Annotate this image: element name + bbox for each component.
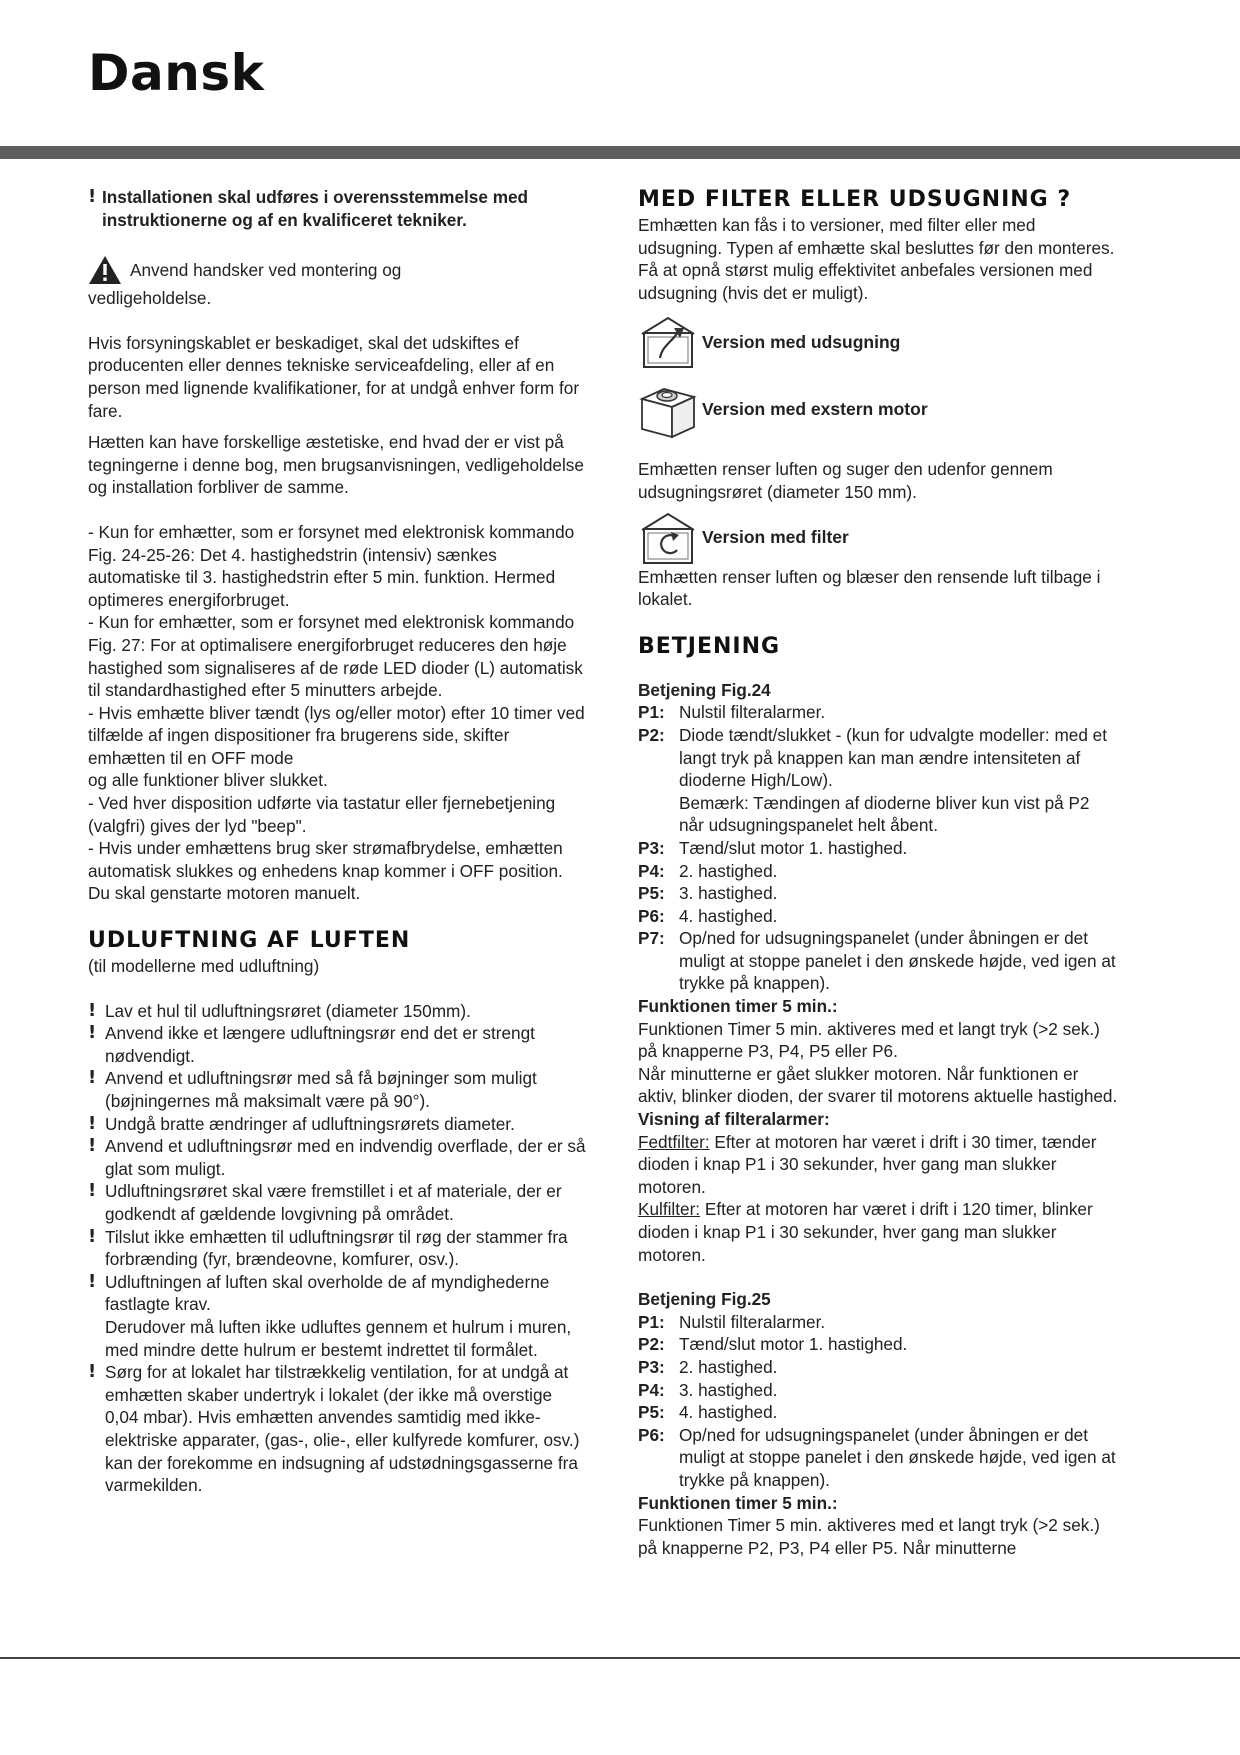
filter-heading: MED FILTER ELLER UDSUGNING ?	[638, 187, 1072, 212]
key-row: P1: Nulstil filteralarmer.	[638, 702, 826, 723]
list-item: ! Undgå bratte ændringer af udluftningsrørets diameter.	[88, 1112, 515, 1134]
list-item: ! Sørg for at lokalet har tilstrækkelig ventilation, for at undgå at emhætten skaber undertryk i lokalet (der ikke må overstige 0,04 mbar). Hvis emhætten anvendes samtidig med ikke-elektriske apparater, (gas-, olie-, eller kulfyrede komfurer, osv.) kan der forekomme en indsugning af udstødningsgasserne fra varmekilden.	[88, 1361, 580, 1496]
key-row: P5: 4. hastighed.	[638, 1402, 778, 1423]
mode-filter-label: Version med filter	[702, 527, 849, 548]
installation-warning-text: Installationen skal udføres i overensstemmelse med instruktionerne og af en kvalificeret tekniker.	[102, 187, 529, 230]
key-row: P2: Tænd/slut motor 1. hastighed.	[638, 1334, 908, 1355]
exhaust-house-icon	[638, 314, 698, 370]
venting-extra: Derudover må luften ikke udluftes gennem et hulrum i muren, med mindre dette hulrum er bestemt indrettet til formålet.	[105, 1316, 572, 1360]
mode-filter	[638, 510, 1118, 566]
mode-exhaust	[638, 314, 1118, 370]
key-row: P3: Tænd/slut motor 1. hastighed.	[638, 837, 908, 858]
mode-exhaust-label: Version med udsugning	[702, 332, 901, 353]
timer-title-24: Funktionen timer 5 min.:	[638, 996, 838, 1017]
exclamation-icon: !	[88, 1135, 97, 1157]
exclamation-icon: !	[88, 1270, 97, 1292]
note-item: - Ved hver disposition udførte via tastatur eller fjernebetjening (valgfri) gives der lyd "beep".	[88, 793, 556, 836]
key-row: P7: Op/ned for udsugningspanelet (under åbningen er det muligt at stoppe panelet i den ønskede højde, ved igen at trykke på knappen).	[638, 928, 1116, 994]
key-row: P3: 2. hastighed.	[638, 1356, 778, 1377]
list-item: ! Tilslut ikke emhætten til udluftningsrør til røg der stammer fra forbrænding (fyr, brændeovne, komfurer, osv.).	[88, 1225, 568, 1270]
timer24-paragraph-2: Når minutterne er gået slukker motoren. Når funktionen er aktiv, blinker dioden, der svarer til motorens aktuelle hastighed.	[638, 1063, 1118, 1107]
exclamation-icon: !	[88, 1361, 97, 1383]
filter-description: Emhætten renser luften og blæser den rensende luft tilbage i lokalet.	[638, 566, 1101, 610]
notes-list	[88, 521, 588, 905]
aesthetic-paragraph: Hætten kan have forskellige æstetiske, end hvad der er vist på tegningerne i denne bog, men brugsanvisningen, vedligeholdelse og installation forbliver de samme.	[88, 432, 584, 498]
key-row: P1: Nulstil filteralarmer.	[638, 1311, 826, 1332]
right-column	[638, 186, 1118, 1559]
exclamation-icon: !	[88, 1180, 97, 1202]
exclamation-icon: !	[88, 1225, 97, 1247]
exclamation-icon: !	[88, 1112, 97, 1134]
external-motor-box-icon	[638, 378, 698, 440]
key-row: P4: 3. hastighed.	[638, 1379, 778, 1400]
list-item: ! Udluftningsrøret skal være fremstillet i et af materiale, der er godkendt af gældende lovgivning på området.	[88, 1180, 562, 1224]
exhaust-description: Emhætten renser luften og suger den udenfor gennem udsugningsrøret (diameter 150 mm).	[638, 459, 1053, 502]
fig25-title: Betjening Fig.25	[638, 1289, 771, 1310]
note-item: - Hvis under emhættens brug sker strømafbrydelse, emhætten automatisk slukkes og enhedens knap kommer i OFF position. Du skal genstarte motoren manuelt.	[88, 838, 563, 904]
hazard-triangle-icon	[88, 255, 122, 285]
grease-filter-note: Fedtfilter: Efter at motoren har været i drift i 30 timer, tænder dioden i knap P1 i 30 sekunder, hver gang man slukker motoren.	[638, 1131, 1097, 1197]
controls-heading: BETJENING	[638, 633, 781, 659]
gloves-text-a: Anvend handsker ved montering og	[130, 259, 402, 280]
installation-warning	[88, 186, 588, 231]
key-row: P6: 4. hastighed.	[638, 905, 778, 926]
list-item: ! Anvend et udluftningsrør med så få bøjninger som muligt (bøjningernes må maksimalt være på 90°).	[88, 1067, 537, 1111]
fig24-title: Betjening Fig.24	[638, 679, 771, 700]
exclamation-icon: !	[88, 999, 97, 1021]
key-row: Bemærk: Tændingen af dioderne bliver kun vist på P2 når udsugningspanelet helt åbent.	[679, 792, 1090, 836]
page-title: Dansk	[88, 44, 265, 102]
note-item: - Hvis emhætte bliver tændt (lys og/eller motor) efter 10 timer ved tilfælde af ingen dispositioner fra brugerens side, skifter emhætten til en OFF mode	[88, 702, 585, 768]
gloves-text-b: vedligeholdelse.	[88, 288, 212, 309]
note-item: og alle funktioner bliver slukket.	[88, 770, 328, 791]
cable-paragraph: Hvis forsyningskablet er beskadiget, skal det udskiftes ef producenten eller dennes tekniske serviceafdeling, eller af en person med lignende kvalifikationer, for at undgå enhver form for fare.	[88, 332, 580, 421]
key-row: P5: 3. hastighed.	[638, 883, 778, 904]
carbon-filter-note: Kulfilter: Efter at motoren har været i drift i 120 timer, blinker dioden i knap P1 i 30 sekunder, hver gang man slukker motoren.	[638, 1199, 1093, 1265]
list-item: ! Udluftningen af luften skal overholde de af myndighederne fastlagte krav. Derudover må luften ikke udluftes gennem et hulrum i muren, med mindre dette hulrum er bestemt indrettet til formålet.	[88, 1271, 588, 1361]
fig24-keys	[638, 701, 1118, 995]
note-item: - Kun for emhætter, som er forsynet med elektronisk kommando Fig. 24-25-26: Det 4. hastighedstrin (intensiv) sænkes automatiske til 3. hastighedstrin efter 5 min. funktion. Hermed optimeres energiforbruget.	[88, 521, 575, 610]
exclamation-icon: !	[88, 1022, 97, 1044]
note-item: - Kun for emhætter, som er forsynet med elektronisk kommando Fig. 27: For at optimalisere energiforbruget reduceres den høje hastighed som signaliseres af de røde LED dioder (L) automatisk til standardhastighed efter 5 minutters arbejde.	[88, 612, 583, 701]
timer24-paragraph-1: Funktionen Timer 5 min. aktiveres med et langt tryk (>2 sek.) på knapperne P3, P4, P5 eller P6.	[638, 1018, 1100, 1062]
list-item: ! Anvend ikke et længere udluftningsrør end det er strengt nødvendigt.	[88, 1022, 535, 1066]
mode-external-motor-label: Version med exstern motor	[702, 399, 928, 420]
mode-external-motor	[638, 378, 1118, 440]
filter-paragraph-1: Emhætten kan fås i to versioner, med filter eller med udsugning. Typen af emhætte skal besluttes før den monteres.	[638, 215, 1115, 258]
key-row: P4: 2. hastighed.	[638, 860, 778, 881]
timer-title-25: Funktionen timer 5 min.:	[638, 1492, 838, 1513]
alarms-title: Visning af filteralarmer:	[638, 1109, 830, 1130]
key-row: P2: Diode tændt/slukket - (kun for udvalgte modeller: med et langt tryk på knappen kan man ændre intensiteten af dioderne High/Low).	[638, 724, 1107, 791]
venting-heading: UDLUFTNING AF LUFTEN	[88, 928, 411, 954]
header-divider	[0, 146, 1240, 159]
venting-subtitle: (til modellerne med udluftning)	[88, 956, 320, 977]
exclamation-icon: !	[88, 1067, 97, 1089]
key-row: P6: Op/ned for udsugningspanelet (under åbningen er det muligt at stoppe panelet i den ønskede højde, ved igen at trykke på knappen).	[638, 1424, 1116, 1490]
timer25-paragraph: Funktionen Timer 5 min. aktiveres med et langt tryk (>2 sek.) på knapperne P2, P3, P4 eller P5. Når minutterne	[638, 1515, 1100, 1558]
gloves-notice	[88, 255, 588, 285]
left-column	[88, 186, 588, 1497]
filter-paragraph-2: Få at opnå størst mulig effektivitet anbefales versionen med udsugning (hvis det er muligt).	[638, 260, 1093, 303]
fig25-keys	[638, 1311, 1118, 1492]
list-item: ! Lav et hul til udluftningsrøret (diameter 150mm).	[88, 999, 471, 1021]
list-item: ! Anvend et udluftningsrør med en indvendig overflade, der er så glat som muligt.	[88, 1135, 586, 1179]
footer-divider	[0, 1657, 1240, 1659]
warning-exclamation-icon: !	[88, 186, 97, 207]
filter-house-icon	[638, 510, 698, 566]
venting-list	[88, 1000, 588, 1497]
